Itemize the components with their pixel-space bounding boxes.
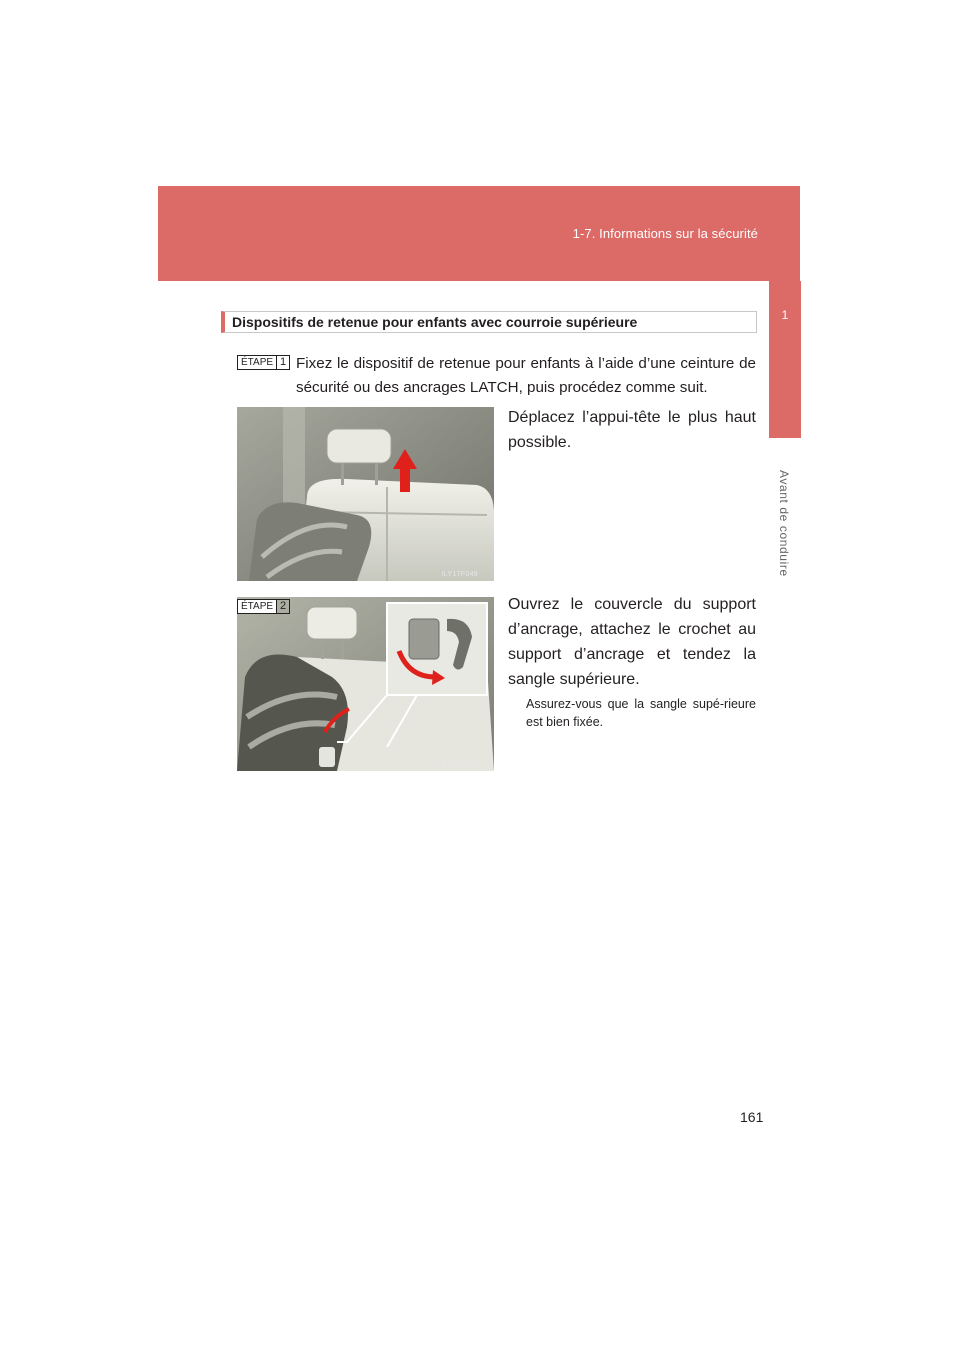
anchor-illustration	[237, 597, 494, 771]
step-word: ÉTAPE	[238, 356, 276, 369]
page-number: 161	[740, 1109, 764, 1125]
figure-1-caption: Déplacez l’appui-tête le plus haut possible.	[508, 409, 756, 451]
step-word: ÉTAPE	[238, 600, 276, 613]
step-2-badge	[237, 599, 290, 614]
figure-anchor	[237, 597, 494, 771]
chapter-tab	[769, 281, 801, 438]
step-number: 1	[276, 356, 289, 369]
chapter-header-band	[158, 186, 800, 281]
step-1-text: Fixez le dispositif de retenue pour enfants à l’aide d’une ceinture de sécurité ou des ancrages LATCH, puis procédez comme suit.	[296, 355, 756, 396]
figure-2-note: Assurez-vous que la sangle supé-rieure est bien fixée.	[526, 697, 756, 729]
figure-code: ILY17F049	[441, 571, 478, 578]
figure-headrest	[237, 407, 494, 581]
chapter-label: Avant de conduire	[777, 470, 791, 577]
step-1-badge	[237, 355, 290, 370]
headrest-illustration	[237, 407, 494, 581]
section-heading: Dispositifs de retenue pour enfants avec courroie supérieure	[221, 311, 757, 333]
step-number: 2	[276, 600, 289, 613]
figure-2-caption: Ouvrez le couvercle du support d’ancrage, attachez le crochet au support d’ancrage et tendez la sangle supérieure.	[508, 596, 756, 688]
chapter-number: 1	[781, 308, 789, 322]
section-title: 1-7. Informations sur la sécurité	[572, 226, 758, 241]
figure-code: ILY17F051	[441, 761, 478, 768]
